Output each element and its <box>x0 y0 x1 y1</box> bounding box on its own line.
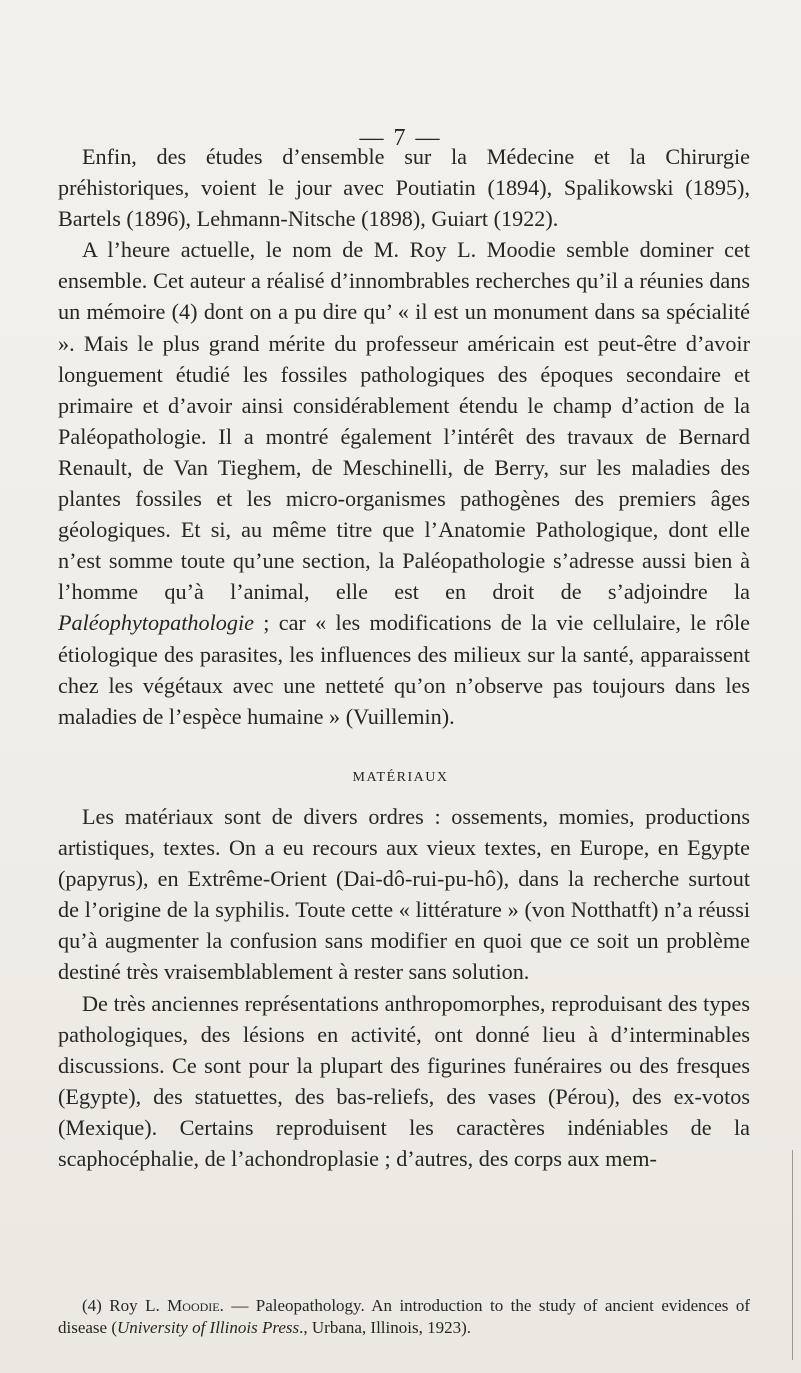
footnote-author: Moodie <box>167 1296 220 1315</box>
italic-term: Paléophytopathologie <box>58 610 254 636</box>
page-number: — 7 — <box>359 125 442 151</box>
margin-line <box>792 1150 793 1360</box>
footnote-text: . — Paleopathology. An introduction to the study of ancient evidences of disease ( <box>58 1296 750 1337</box>
text-block-bottom <box>58 801 750 1174</box>
footnote <box>58 1295 750 1339</box>
text-block-top <box>58 141 750 732</box>
section-heading: MATÉRIAUX <box>352 770 449 785</box>
paragraph-text: A l’heure actuelle, le nom de M. Roy L. Moodie semble dominer cet ensemble. Cet auteur a réalisé d’innombrables recherches qu’il a réunies dans un mémoire (4) dont on a pu dire qu’ « il est un monument dans sa spécialité ». Mais le plus grand mérite du professeur américain est peut-être d’avoir longuement étudié les fossiles pathologiques des époques secondaire et primaire et d’avoir ainsi considérablement étendu le champ d’action de la Paléopathologie. Il a montré également l’intérêt des travaux de Bernard Renault, de Van Tieghem, de Meschinelli, de Berry, sur les maladies des plantes fossiles et les micro-organismes pathogènes des premiers âges géologiques. Et si, au même titre que l’Anatomie Pathologique, dont elle n’est somme toute qu’une section, la Paléopathologie s’adresse aussi bien à l’homme qu’à l’animal, elle est en droit de s’adjoindre la <box>58 237 750 605</box>
footnote-ref: (4) Roy L. <box>82 1296 168 1315</box>
paragraph <box>58 234 750 732</box>
footnote-publisher: University of Illinois Press <box>117 1318 300 1337</box>
paragraph: De très anciennes représentations anthropomorphes, reproduisant des types pathologiques, des lésions en activité, ont donné lieu à d’interminables discussions. Ce sont pour la plupart des figurines funéraires ou des fresques (Egypte), des statuettes, des bas-reliefs, des vases (Pérou), des ex-votos (Mexique). Certains reproduisent les caractères indéniables de la scaphocéphalie, de l’achondroplasie ; d’autres, des corps aux mem- <box>58 990 750 1172</box>
paragraph: Les matériaux sont de divers ordres : ossements, momies, productions artistiques, textes. On a eu recours aux vieux textes, en Europe, en Egypte (papyrus), en Extrême-Orient (Dai-dô-rui-pu-hô), dans la recherche surtout de l’origine de la syphilis. Toute cette « littérature » (von Notthatft) n’a réussi qu’à augmenter la confusion sans modifier en quoi que ce soit un problème destiné très vraisemblablement à rester sans solution. <box>58 804 750 985</box>
paragraph: Enfin, des études d’ensemble sur la Médecine et la Chirurgie préhistoriques, voient le jour avec Poutiatin (1894), Spalikowski (1895), Bartels (1896), Lehmann-Nitsche (1898), Guiart (1922). <box>58 144 750 232</box>
paragraph-text: ; car « les modifications de la vie cellulaire, le rôle étiologique des parasites, les influences des milieux sur la santé, apparaissent chez les végétaux avec une netteté qu’on n’observe pas toujours dans les maladies de l’espèce humaine » (Vuillemin). <box>58 610 750 729</box>
footnote-tail: ., Urbana, Illinois, 1923). <box>299 1318 471 1337</box>
